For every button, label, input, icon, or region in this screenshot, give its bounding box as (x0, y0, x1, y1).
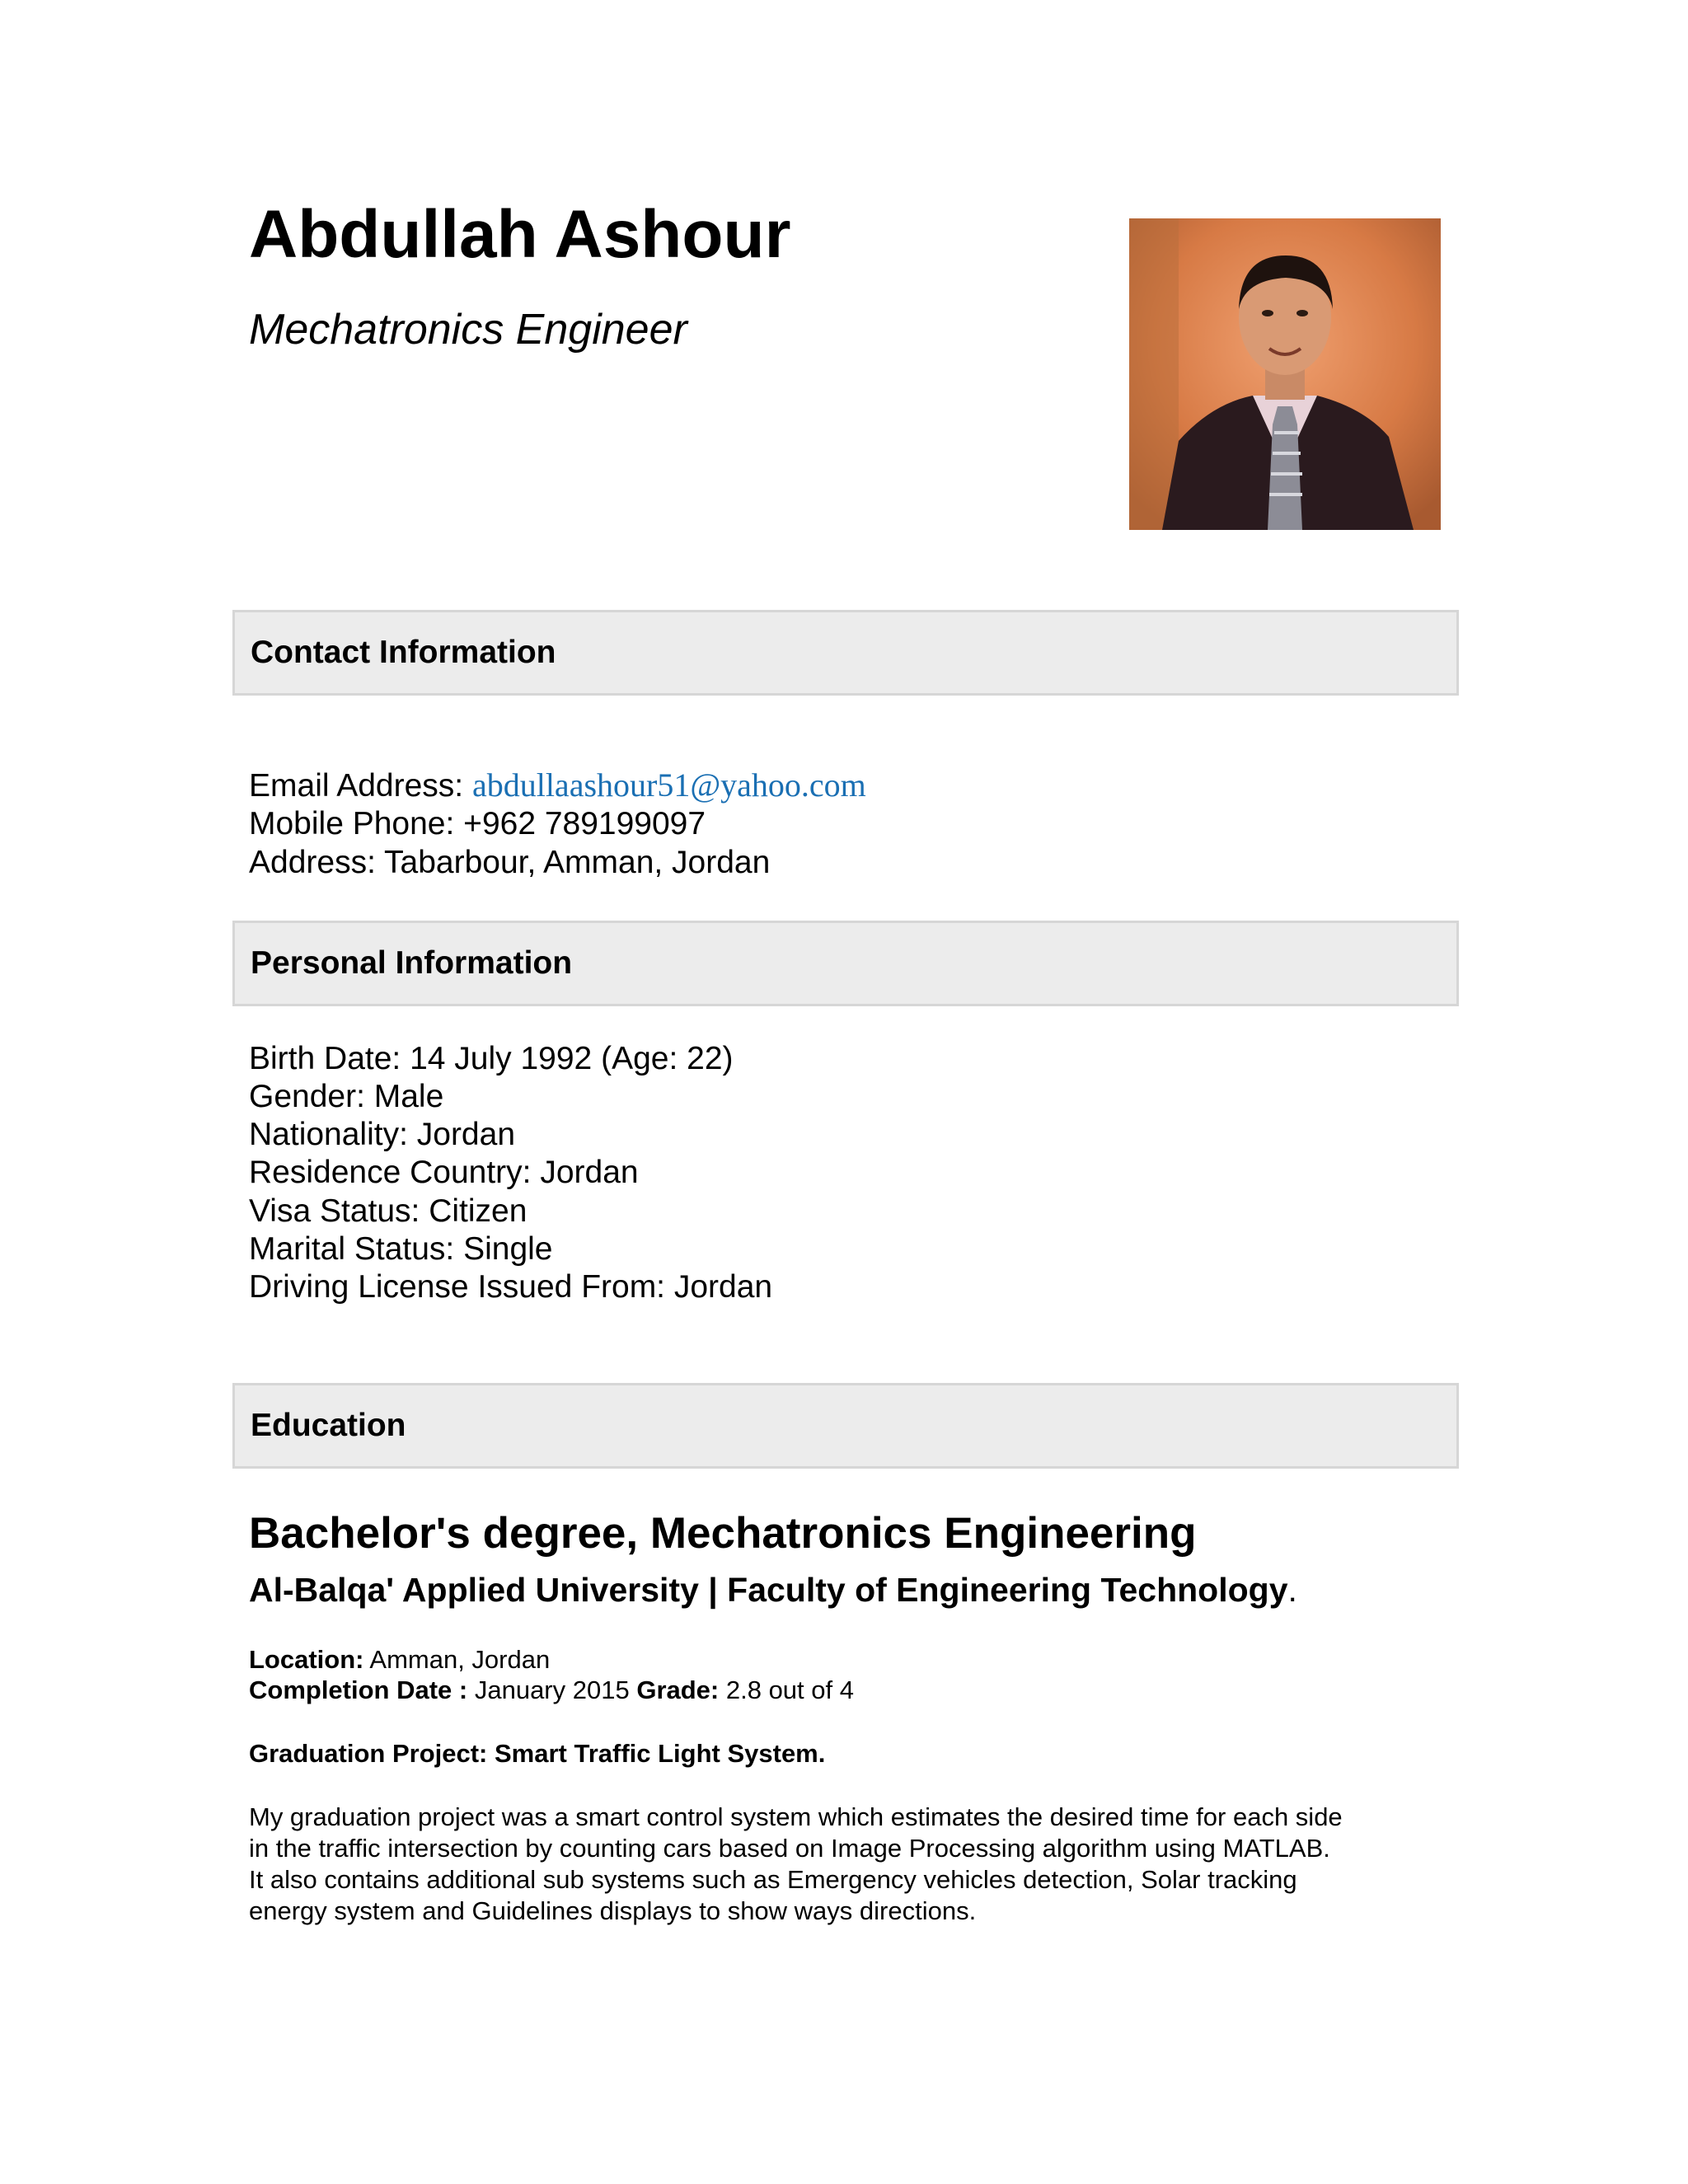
university-suffix: . (1287, 1571, 1297, 1609)
section-contact (232, 610, 1459, 696)
location-line (249, 1644, 550, 1675)
university-name (249, 1571, 1297, 1610)
project-line: in the traffic intersection by counting cars based on Image Processing algorithm using MATLAB. (249, 1834, 1330, 1863)
personal-line: Driving License Issued From: Jordan (249, 1269, 773, 1305)
project-title: Graduation Project: Smart Traffic Light System. (249, 1739, 826, 1768)
project-description (249, 1802, 1469, 1927)
grade-value: 2.8 out of 4 (719, 1675, 854, 1704)
location-label: Location: (249, 1645, 364, 1674)
completion-line (249, 1675, 854, 1706)
personal-line: Residence Country: Jordan (249, 1155, 639, 1190)
email-line (249, 766, 866, 805)
section-heading: Education (251, 1408, 406, 1443)
profile-photo (1129, 218, 1441, 530)
project-line: It also contains additional sub systems such as Emergency vehicles detection, Solar tracking (249, 1865, 1297, 1894)
address-line: Address: Tabarbour, Amman, Jordan (249, 845, 771, 880)
university-text: Al-Balqa' Applied University | Faculty of Engineering Technology (249, 1571, 1288, 1609)
completion-label: Completion Date : (249, 1675, 468, 1704)
section-heading: Personal Information (251, 945, 573, 981)
personal-line: Nationality: Jordan (249, 1117, 516, 1152)
job-title: Mechatronics Engineer (249, 306, 687, 354)
candidate-name: Abdullah Ashour (249, 197, 791, 272)
phone-line: Mobile Phone: +962 789199097 (249, 806, 706, 841)
section-heading: Contact Information (251, 635, 556, 670)
personal-line: Gender: Male (249, 1079, 444, 1114)
project-line: My graduation project was a smart control system which estimates the desired time for each side (249, 1802, 1343, 1831)
location-value: Amman, Jordan (363, 1645, 551, 1674)
personal-line: Birth Date: 14 July 1992 (Age: 22) (249, 1041, 734, 1076)
personal-line: Marital Status: Single (249, 1231, 553, 1267)
project-line: energy system and Guidelines displays to show ways directions. (249, 1896, 977, 1925)
section-education (232, 1383, 1459, 1469)
email-link[interactable]: abdullaashour51@yahoo.com (471, 766, 866, 804)
completion-value: January 2015 (467, 1675, 637, 1704)
degree-title: Bachelor's degree, Mechatronics Engineering (249, 1509, 1197, 1558)
grade-label: Grade: (636, 1675, 720, 1704)
personal-line: Visa Status: Citizen (249, 1193, 528, 1229)
email-label: Email Address: (249, 768, 472, 804)
section-personal (232, 921, 1459, 1006)
